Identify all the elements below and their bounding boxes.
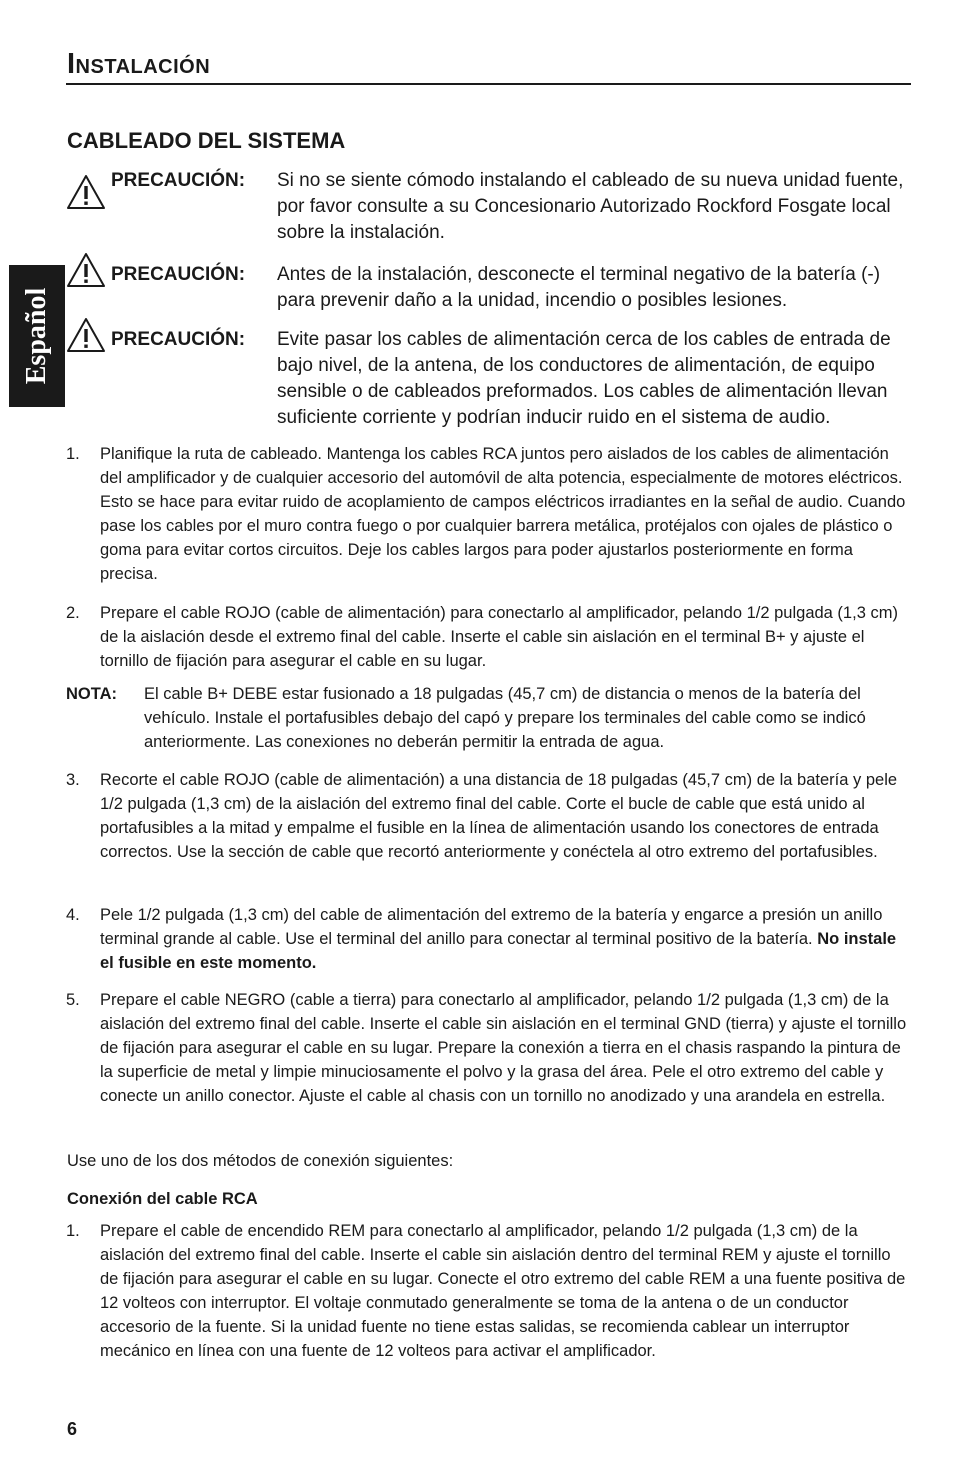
step-number: 2. <box>66 604 80 622</box>
caution-label: PRECAUCIÓN: <box>111 329 246 350</box>
note-label: NOTA: <box>66 685 118 703</box>
caution-text: Evite pasar los cables de alimentación cerca de los cables de entrada de bajo nivel, de la antena, de los conductores de alimentación, de equipo sensible o de cableados preformados. Los cables de alimentación llevan suficiente corriente y podrían inducir ruido en el sistema de audio. <box>277 329 891 428</box>
page-number: 6 <box>67 1419 78 1439</box>
warning-icon <box>66 317 106 353</box>
rca-subheading: Conexión del cable RCA <box>67 1190 258 1208</box>
list-item <box>66 903 912 975</box>
step-text-bold: No instale el fusible en este momento. <box>100 930 897 972</box>
step-number: 3. <box>66 771 80 789</box>
caution-label: PRECAUCIÓN: <box>111 264 246 285</box>
caution-text: Si no se siente cómodo instalando el cableado de su nueva unidad fuente, por favor consulte a su Concesionario Autorizado Rockford Fosgate local sobre la instalación. <box>277 170 904 243</box>
section-heading: CABLEADO DEL SISTEMA <box>67 128 346 153</box>
list-item <box>66 1219 912 1363</box>
step-number: 5. <box>66 991 80 1009</box>
step-number: 4. <box>66 906 80 924</box>
warning-icon <box>66 252 106 288</box>
step-text: Prepare el cable NEGRO (cable a tierra) para conectarlo al amplificador, pelando 1/2 pulgada (1,3 cm) de la aislación del extremo final del cable. Inserte el cable sin aislación en el terminal GND (tierra) y ajuste el tornillo de fijación para asegurar el cable en su lugar. Prepare la conexión a tierra en el chasis raspando la pintura de la superficie de metal y limpie minuciosamente el polvo y la grasa del área. Pele el otro extremo del cable y conecte un anillo conector. Ajuste el cable al chasis con un tornillo no anodizado y una arandela en estrella. <box>100 991 907 1105</box>
note-text: El cable B+ DEBE estar fusionado a 18 pulgadas (45,7 cm) de distancia o menos de la batería del vehículo. Instale el portafusibles debajo del capó y prepare los terminales del cable como se indicó anteriormente. Las conexiones no deberán permitir la entrada de agua. <box>144 685 866 751</box>
step-number: 1. <box>66 1222 80 1240</box>
list-item <box>66 442 912 586</box>
caution-label: PRECAUCIÓN: <box>111 170 246 191</box>
step-text-regular: Pele 1/2 pulgada (1,3 cm) del cable de alimentación del extremo de la batería y engarce a presión un anillo terminal grande al cable. Use el terminal del anillo para conectar al terminal positivo de la batería. <box>100 906 883 948</box>
note-block <box>66 682 912 754</box>
caution-block <box>66 168 912 246</box>
page-title: Instalación <box>67 48 211 80</box>
caution-block <box>66 262 912 314</box>
warning-icon <box>66 174 106 210</box>
step-text: Recorte el cable ROJO (cable de alimentación) a una distancia de 18 pulgadas (45,7 cm) de la batería y pele 1/2 pulgada (1,3 cm) de la aislación del extremo final del cable. Corte el bucle de cable que está unido al portafusibles a la mitad y empalme el fusible en la línea de alimentación usando los conectores de entrada correctos. Use la sección de cable que recortó anteriormente y conéctela al otro extremo del portafusibles. <box>100 771 898 861</box>
side-tab-label: Español <box>21 287 52 385</box>
step-text: Prepare el cable de encendido REM para conectarlo al amplificador, pelando 1/2 pulgada (1,3 cm) de la aislación del extremo final del cable. Inserte el cable sin aislación dentro del terminal REM y ajuste el tornillo de fijación para asegurar el cable en su lugar. Conecte el otro extremo del cable REM a una fuente positiva de 12 volteos con interruptor. El voltaje conmutado generalmente se toma de la antena o de un conductor accesorio de la fuente. Si la unidad fuente no tiene estas salidas, se recomienda cablear un interruptor mecánico en línea con una fuente de 12 volteos para activar el amplificador. <box>100 1222 906 1360</box>
list-item <box>66 601 912 673</box>
caution-block <box>66 327 912 431</box>
step-text: Prepare el cable ROJO (cable de alimentación) para conectarlo al amplificador, pelando 1/2 pulgada (1,3 cm) de la aislación desde el extremo final del cable. Inserte el cable sin aislación en el terminal B+ y ajuste el tornillo de fijación para asegurar el cable en su lugar. <box>100 604 898 670</box>
step-text <box>100 903 912 975</box>
list-item <box>66 988 912 1108</box>
language-side-tab <box>9 265 65 407</box>
title-divider <box>66 83 911 85</box>
step-text: Planifique la ruta de cableado. Mantenga los cables RCA juntos pero aislados de los cables de alimentación del amplificador y de cualquier accesorio del automóvil de alta potencia, especialmente de motores eléctricos. Esto se hace para evitar ruido de acoplamiento de campos eléctricos irradiantes en la señal de audio. Cuando pase los cables por el muro contra fuego o por cualquier barrera metálica, protéjalos con ojales de plástico o goma para evitar cortos circuitos. Deje los cables largos para poder ajustarlos posteriormente en forma precisa. <box>100 445 906 583</box>
step-number: 1. <box>66 445 80 463</box>
list-item <box>66 768 912 864</box>
caution-text: Antes de la instalación, desconecte el terminal negativo de la batería (-) para prevenir daño a la unidad, incendio o posibles lesiones. <box>277 264 881 311</box>
methods-intro: Use uno de los dos métodos de conexión siguientes: <box>67 1152 454 1170</box>
